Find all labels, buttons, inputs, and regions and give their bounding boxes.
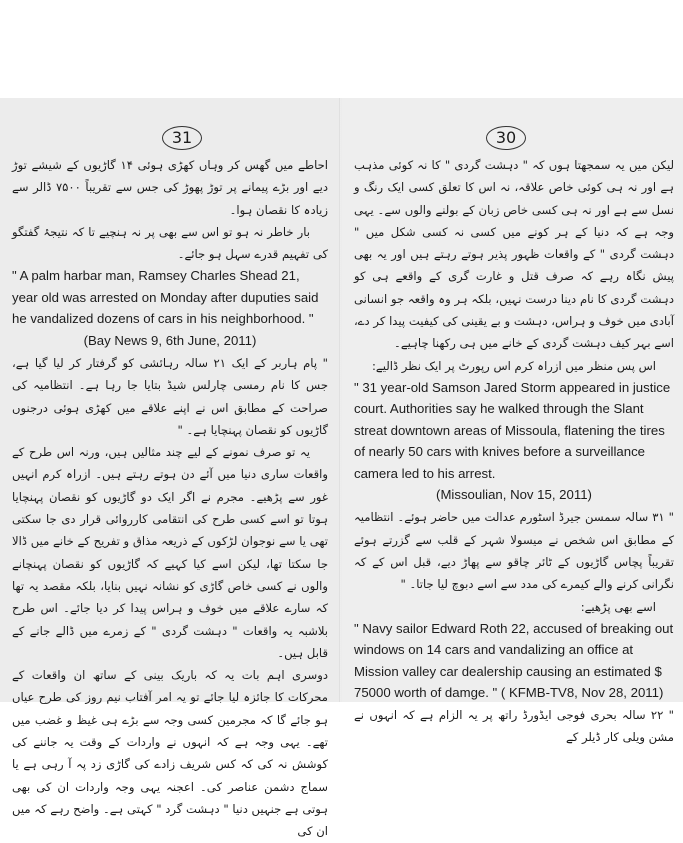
left-page-text xyxy=(12,154,328,843)
left-paragraph-analysis: دوسری اہم بات یہ کہ باریک بینی کے ساتھ ان واقعات کے محرکات کا جائزہ لیا جائے تو یہ امر آفتاب نیم روز کی طرح عیاں ہو جائے گا کہ مجرمین کسی وجہ سے بڑے ہی غیظ و غضب میں تھے۔ یہی وجہ ہے کہ انہوں نے واردات کے وقت یہ جاننے کی کوشش نہ کی کہ کس شریف زادے کی گاڑی زد پہ آ رہی ہے یا سماج دشمن عناصر کی۔ اعجنہ یہی وجہ واردات ان کی بھی ہوتی ہے جنہیں دنیا " دہشت گرد " کہتی ہے۔ واضح رہے کہ میں ان کی xyxy=(12,668,328,839)
left-quote-source: (Bay News 9, 6th June, 2011) xyxy=(83,332,257,348)
left-paragraph-commentary: یہ تو صرف نمونے کے لیے چند مثالیں ہیں، ورنہ اس طرح کے واقعات ساری دنیا میں آئے دن ہوتے رہتے ہیں۔ ازراہ کرم انہیں غور سے پڑھیے۔ مجرم نے اگر ایک دو گاڑیوں کو نقصان پہنچایا ہوتا تو اسے کسی طرح کی انتقامی کارروائی قرار دی جا سکتی تھی یا سے نوجوان لڑکوں کے ذریعہ مذاق و تفریح کے خانے میں ڈالا جا سکتا تھا، لیکن اسے کیا کہیے کہ گاڑیوں کو نقصان پہنچانے والوں نے کسی خاص گاڑی کو نشانہ نہیں بنایا، بلکہ مقصد یہ تھا کہ سارے علاقے میں خوف و ہراس پیدا کر دیا جائے۔ اس طرح بلاشبہ یہ واقعات " دہشت گردی " کے زمرے میں ڈالے جانے کے قابل ہیں۔ xyxy=(12,445,328,660)
right-english-quote-2: " Navy sailor Edward Roth 22, accused of breaking out windows on 14 cars and vandalizing an office at Mission valley car dealership causing an estimated $ 75000 worth of damge. " ( KFMB-TV8, Nov 28, 2011) xyxy=(354,620,674,701)
left-paragraph-2: بار خاطر نہ ہو تو اس سے بھی پر نہ ہنچیے تا کہ نتیجۂ گفتگو کی تفہیم قدرے سہل ہو جائے۔ xyxy=(12,224,328,262)
book-spread xyxy=(0,98,683,839)
right-paragraph-1: لیکن میں یہ سمجھتا ہوں کہ " دہشت گردی " کا نہ کوئی مذہب ہے اور نہ ہی کوئی خاص علاقہ، نہ اس کا تعلق کسی ایک رنگ و نسل سے ہے اور نہ ہی کسی خاص زبان کے بولنے والوں سے۔ یہی وجہ ہے کہ دنیا کے ہر کونے میں کسی نہ کسی شکل میں " دہشت گردی " کے واقعات ظہور پذیر ہوتے رہتے ہیں اور یہ بھی پیش نگاہ رہے کہ صرف قتل و غارت گری کے واقعے ہی کو دہشت گردی کا نام دینا درست نہیں، بلکہ ہر وہ واقعہ جو انسانی آبادی میں خوف و ہراس، دہشت و بے یقینی کی کیفیت پیدا کر دے، اسے بہر کیف دہشت گردی کے خانے میں ہی رکھنا چاہیے۔ xyxy=(354,158,674,351)
right-paragraph-intro: اس پس منظر میں ازراہ کرم اس رپورٹ پر ایک نظر ڈالیے: xyxy=(372,358,656,373)
right-quote-source-1: (Missoulian, Nov 15, 2011) xyxy=(436,487,592,503)
page-number-left: 31 xyxy=(162,126,202,150)
left-english-quote: " A palm harbar man, Ramsey Charles Shead 21, year old was arrested on Monday after duputies said he vandalized dozens of cars in his neighborhood. " xyxy=(12,268,319,327)
right-paragraph-read-also: اسے بھی پڑھیے: xyxy=(580,599,656,614)
page-number-right: 30 xyxy=(486,126,526,150)
left-paragraph-1: احاطے میں گھس کر وہاں کھڑی ہوئی ۱۴ گاڑیوں کے شیشے توڑ دیے اور بڑے پیمانے پر توڑ پھوڑ کی جس سے تقریباً ۷۵۰۰ ڈالر سے زیادہ کا نقصان ہوا۔ xyxy=(12,158,328,217)
right-page-text xyxy=(354,154,674,749)
right-english-quote-1: " 31 year-old Samson Jared Storm appeared in justice court. Authorities say he walked through the Slant streat downtown areas of Missoula, flatening the tires of nearly 50 cars with knives before a surveillance camera led to his arrest. xyxy=(354,379,671,481)
right-page xyxy=(342,98,683,745)
left-urdu-translation: " پام ہاربر کے ایک ۲۱ سالہ رہائشی کو گرفتار کر لیا گیا ہے، جس کا نام رمسی چارلس شیڈ بتایا جا رہا ہے۔ انتظامیہ کی صراحت کے مطابق اس نے اپنے علاقے میں کھڑی ہوئی درجنوں گاڑیوں کو نقصان پہنچایا ہے۔ " xyxy=(12,355,329,437)
left-page xyxy=(0,98,340,839)
right-urdu-translation-2: " ۲۲ سالہ بحری فوجی ایڈورڈ راتھ پر یہ الزام ہے کہ انہوں نے مشن ویلی کار ڈیلر کے xyxy=(354,707,674,745)
right-urdu-translation-1: " ۳۱ سالہ سمسن جیرڈ اسٹورم عدالت میں حاضر ہوئے۔ انتظامیہ کے مطابق اس شخص نے میسولا شہر کے قلب سے گزرتے ہوئے تقریباً پچاس گاڑیوں کے ٹائر چاقو سے پھاڑ دیے، قبل اس کے کہ نگرانی کرنے والے کیمرے کی مدد سے اسے دبوچ لیا جاتا۔ " xyxy=(354,510,674,592)
